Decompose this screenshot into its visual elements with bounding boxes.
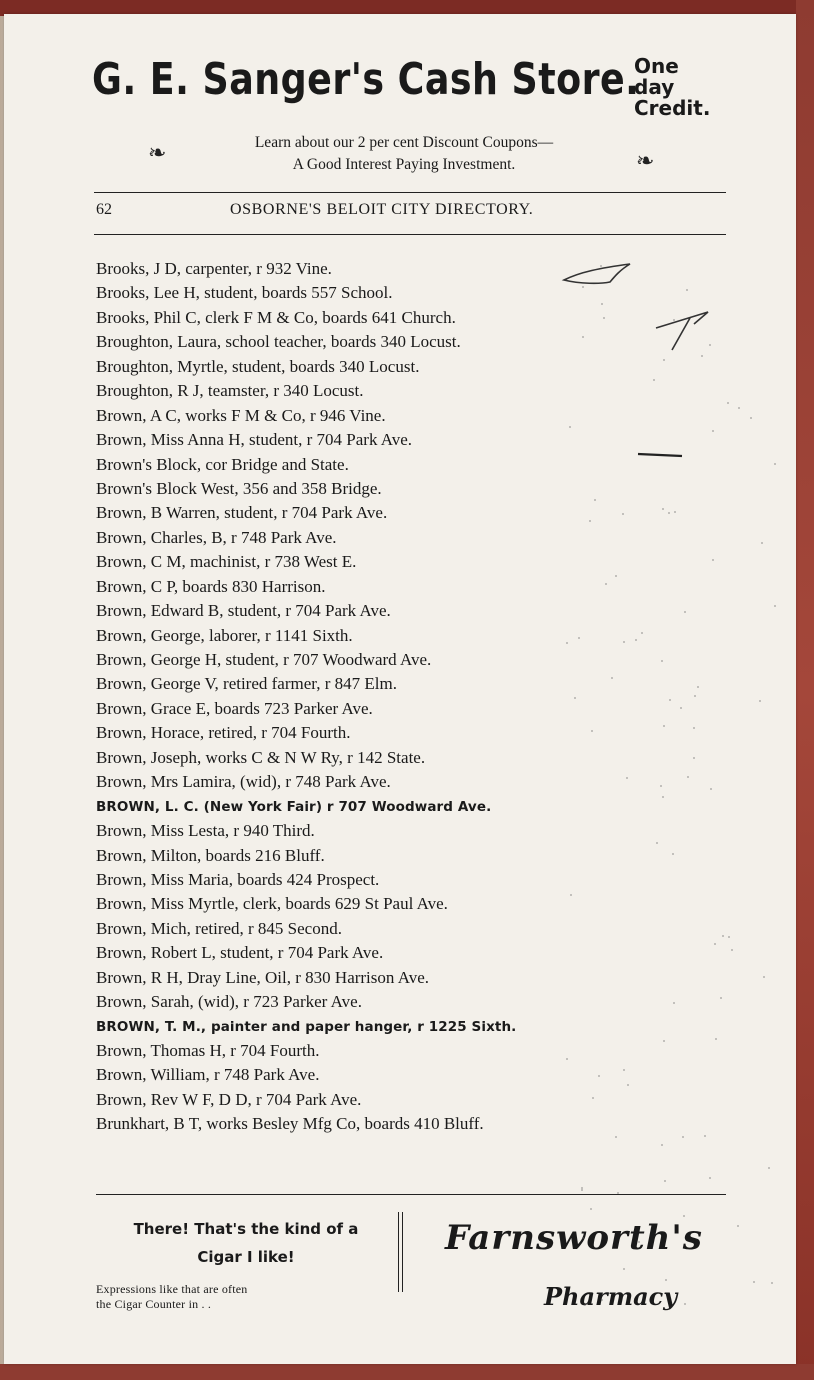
print-speck: [623, 1268, 625, 1270]
print-speck: [661, 660, 663, 662]
ornament-right-icon: ❧: [636, 148, 655, 173]
print-speck: [661, 1144, 663, 1146]
directory-entry: Broughton, Myrtle, student, boards 340 Locust.: [96, 356, 420, 376]
print-speck: [750, 417, 752, 419]
print-speck: [693, 757, 695, 759]
directory-entry: Brown, George, laborer, r 1141 Sixth.: [96, 625, 353, 645]
print-speck: [712, 559, 714, 561]
pharmacy-name: Farnsworth's: [445, 1218, 703, 1258]
print-speck: [720, 997, 722, 999]
print-speck: [592, 1097, 594, 1099]
store-name: G. E. Sanger's Cash Store.: [92, 54, 640, 105]
print-speck: [715, 1038, 717, 1040]
print-speck: [584, 1304, 586, 1306]
directory-entry: Brown, Thomas H, r 704 Fourth.: [96, 1041, 320, 1060]
ornament-left-icon: ❧: [148, 140, 167, 165]
print-speck: [590, 1208, 592, 1210]
print-speck: [738, 407, 740, 409]
directory-entry: Brown, Robert L, student, r 704 Park Ave.: [96, 943, 384, 963]
ad-tagline-1: Learn about our 2 per cent Discount Coupons—: [254, 134, 554, 151]
directory-entry: Brown, C M, machinist, r 738 West E.: [96, 552, 357, 572]
directory-entry: Brown, Horace, retired, r 704 Fourth.: [96, 723, 351, 743]
print-speck: [626, 777, 628, 779]
print-speck: [768, 1167, 770, 1169]
print-speck: [712, 430, 714, 432]
expressions-note: [96, 1282, 386, 1312]
print-speck: [709, 1177, 711, 1179]
print-speck: [662, 796, 664, 798]
running-head-title: OSBORNE'S BELOIT CITY DIRECTORY.: [230, 201, 534, 218]
directory-entry: Brooks, Phil C, clerk F M & Co, boards 641 Church.: [96, 307, 456, 327]
page-number: 62: [96, 201, 112, 218]
print-speck: [674, 511, 676, 513]
directory-entry: Brown, A C, works F M & Co, r 946 Vine.: [96, 405, 386, 425]
print-speck: [771, 1282, 773, 1284]
directory-entry: Brown, Miss Lesta, r 940 Third.: [96, 821, 315, 841]
directory-entry: Brown, Mrs Lamira, (wid), r 748 Park Ave.: [96, 772, 391, 792]
footer-divider: [398, 1212, 399, 1292]
footer-divider-inner: [402, 1212, 403, 1292]
directory-entry: Brown, George V, retired farmer, r 847 Elm.: [96, 674, 397, 694]
print-speck: [566, 1058, 568, 1060]
print-speck: [680, 707, 682, 709]
directory-entry: BROWN, L. C. (New York Fair) r 707 Woodward Ave.: [96, 798, 492, 815]
print-speck: [582, 286, 584, 288]
footer-rule: [96, 1194, 726, 1195]
pharmacy-word: Pharmacy: [544, 1282, 678, 1311]
cigar-slogan-line-2: Cigar I like!: [197, 1248, 295, 1266]
print-speck: [761, 542, 763, 544]
directory-entry: Brown, Edward B, student, r 704 Park Ave.: [96, 601, 391, 621]
directory-entry: Brown, Joseph, works C & N W Ry, r 142 State.: [96, 747, 426, 767]
directory-entry: Broughton, Laura, school teacher, boards 340 Locust.: [96, 332, 461, 352]
directory-entry: Brown, Sarah, (wid), r 723 Parker Ave.: [96, 992, 362, 1012]
directory-entry: Brooks, J D, carpenter, r 932 Vine.: [96, 259, 332, 278]
print-speck: [710, 788, 712, 790]
directory-entry: BROWN, T. M., painter and paper hanger, r 1225 Sixth.: [96, 1018, 517, 1035]
print-speck: [763, 976, 765, 978]
print-speck: [622, 513, 624, 515]
expressions-line-2: the Cigar Counter in . .: [96, 1297, 212, 1311]
directory-entry: Brown, Charles, B, r 748 Park Ave.: [96, 527, 337, 547]
print-speck: [774, 463, 776, 465]
directory-entry: Brown, Milton, boards 216 Bluff.: [96, 845, 325, 865]
directory-entry: Broughton, R J, teamster, r 340 Locust.: [96, 381, 364, 401]
directory-entry: Brown, R H, Dray Line, Oil, r 830 Harrison Ave.: [96, 967, 430, 987]
directory-entry: Brown, B Warren, student, r 704 Park Ave.: [96, 503, 388, 523]
directory-entry: Brown, George H, student, r 707 Woodward Ave.: [96, 650, 432, 669]
directory-entry: Brown's Block, cor Bridge and State.: [96, 454, 349, 474]
print-speck: [653, 379, 655, 381]
print-speck: [615, 1136, 617, 1138]
directory-entry: Brunkhart, B T, works Besley Mfg Co, boards 410 Bluff.: [96, 1114, 484, 1134]
directory-entry: Brown, Mich, retired, r 845 Second.: [96, 918, 342, 938]
print-speck: [668, 512, 670, 514]
pencil-mark-icon: [636, 448, 686, 462]
directory-entry: Brown, William, r 748 Park Ave.: [96, 1065, 320, 1085]
directory-entry: Brown's Block West, 356 and 358 Bridge.: [96, 478, 382, 498]
print-speck: [581, 1189, 583, 1191]
book-cover-edge-right: [796, 0, 814, 1380]
print-speck: [594, 499, 596, 501]
print-speck: [682, 1136, 684, 1138]
print-speck: [615, 575, 617, 577]
directory-entry: Brown, Miss Myrtle, clerk, boards 629 St Paul Ave.: [96, 894, 448, 914]
print-speck: [663, 359, 665, 361]
credit-line-2: Credit.: [634, 96, 711, 120]
directory-entry: Brown, Rev W F, D D, r 704 Park Ave.: [96, 1089, 362, 1109]
print-speck: [704, 1135, 706, 1137]
credit-note: [634, 56, 724, 119]
header-rule-bottom: [94, 234, 726, 235]
print-speck: [737, 1225, 739, 1227]
print-speck: [759, 700, 761, 702]
expressions-line-1: Expressions like that are often: [96, 1282, 248, 1296]
pencil-mark-icon: [560, 254, 640, 294]
directory-entry: Brown, Miss Anna H, student, r 704 Park Ave.: [96, 430, 413, 450]
print-speck: [664, 1180, 666, 1182]
print-speck: [722, 935, 724, 937]
print-speck: [566, 642, 568, 644]
directory-entry: Brown, C P, boards 830 Harrison.: [96, 576, 326, 596]
print-speck: [673, 319, 675, 321]
print-speck: [672, 853, 674, 855]
print-speck: [603, 317, 605, 319]
print-speck: [697, 686, 699, 688]
directory-page: [4, 14, 796, 1364]
directory-entry: Brooks, Lee H, student, boards 557 School.: [96, 283, 393, 303]
cigar-slogan-line-1: There! That's the kind of a: [133, 1220, 359, 1238]
print-speck: [753, 1281, 755, 1283]
directory-entries: [96, 257, 736, 1137]
pencil-mark-icon: [650, 304, 720, 354]
book-cover-edge-bottom: [0, 1364, 814, 1380]
credit-line-1: One day: [634, 54, 679, 99]
directory-entry: Brown, Grace E, boards 723 Parker Ave.: [96, 698, 373, 718]
header-rule-top: [94, 192, 726, 193]
directory-entry: Brown, Miss Maria, boards 424 Prospect.: [96, 869, 380, 889]
ad-tagline-2: A Good Interest Paying Investment.: [292, 156, 516, 173]
print-speck: [582, 1237, 584, 1239]
print-speck: [774, 605, 776, 607]
